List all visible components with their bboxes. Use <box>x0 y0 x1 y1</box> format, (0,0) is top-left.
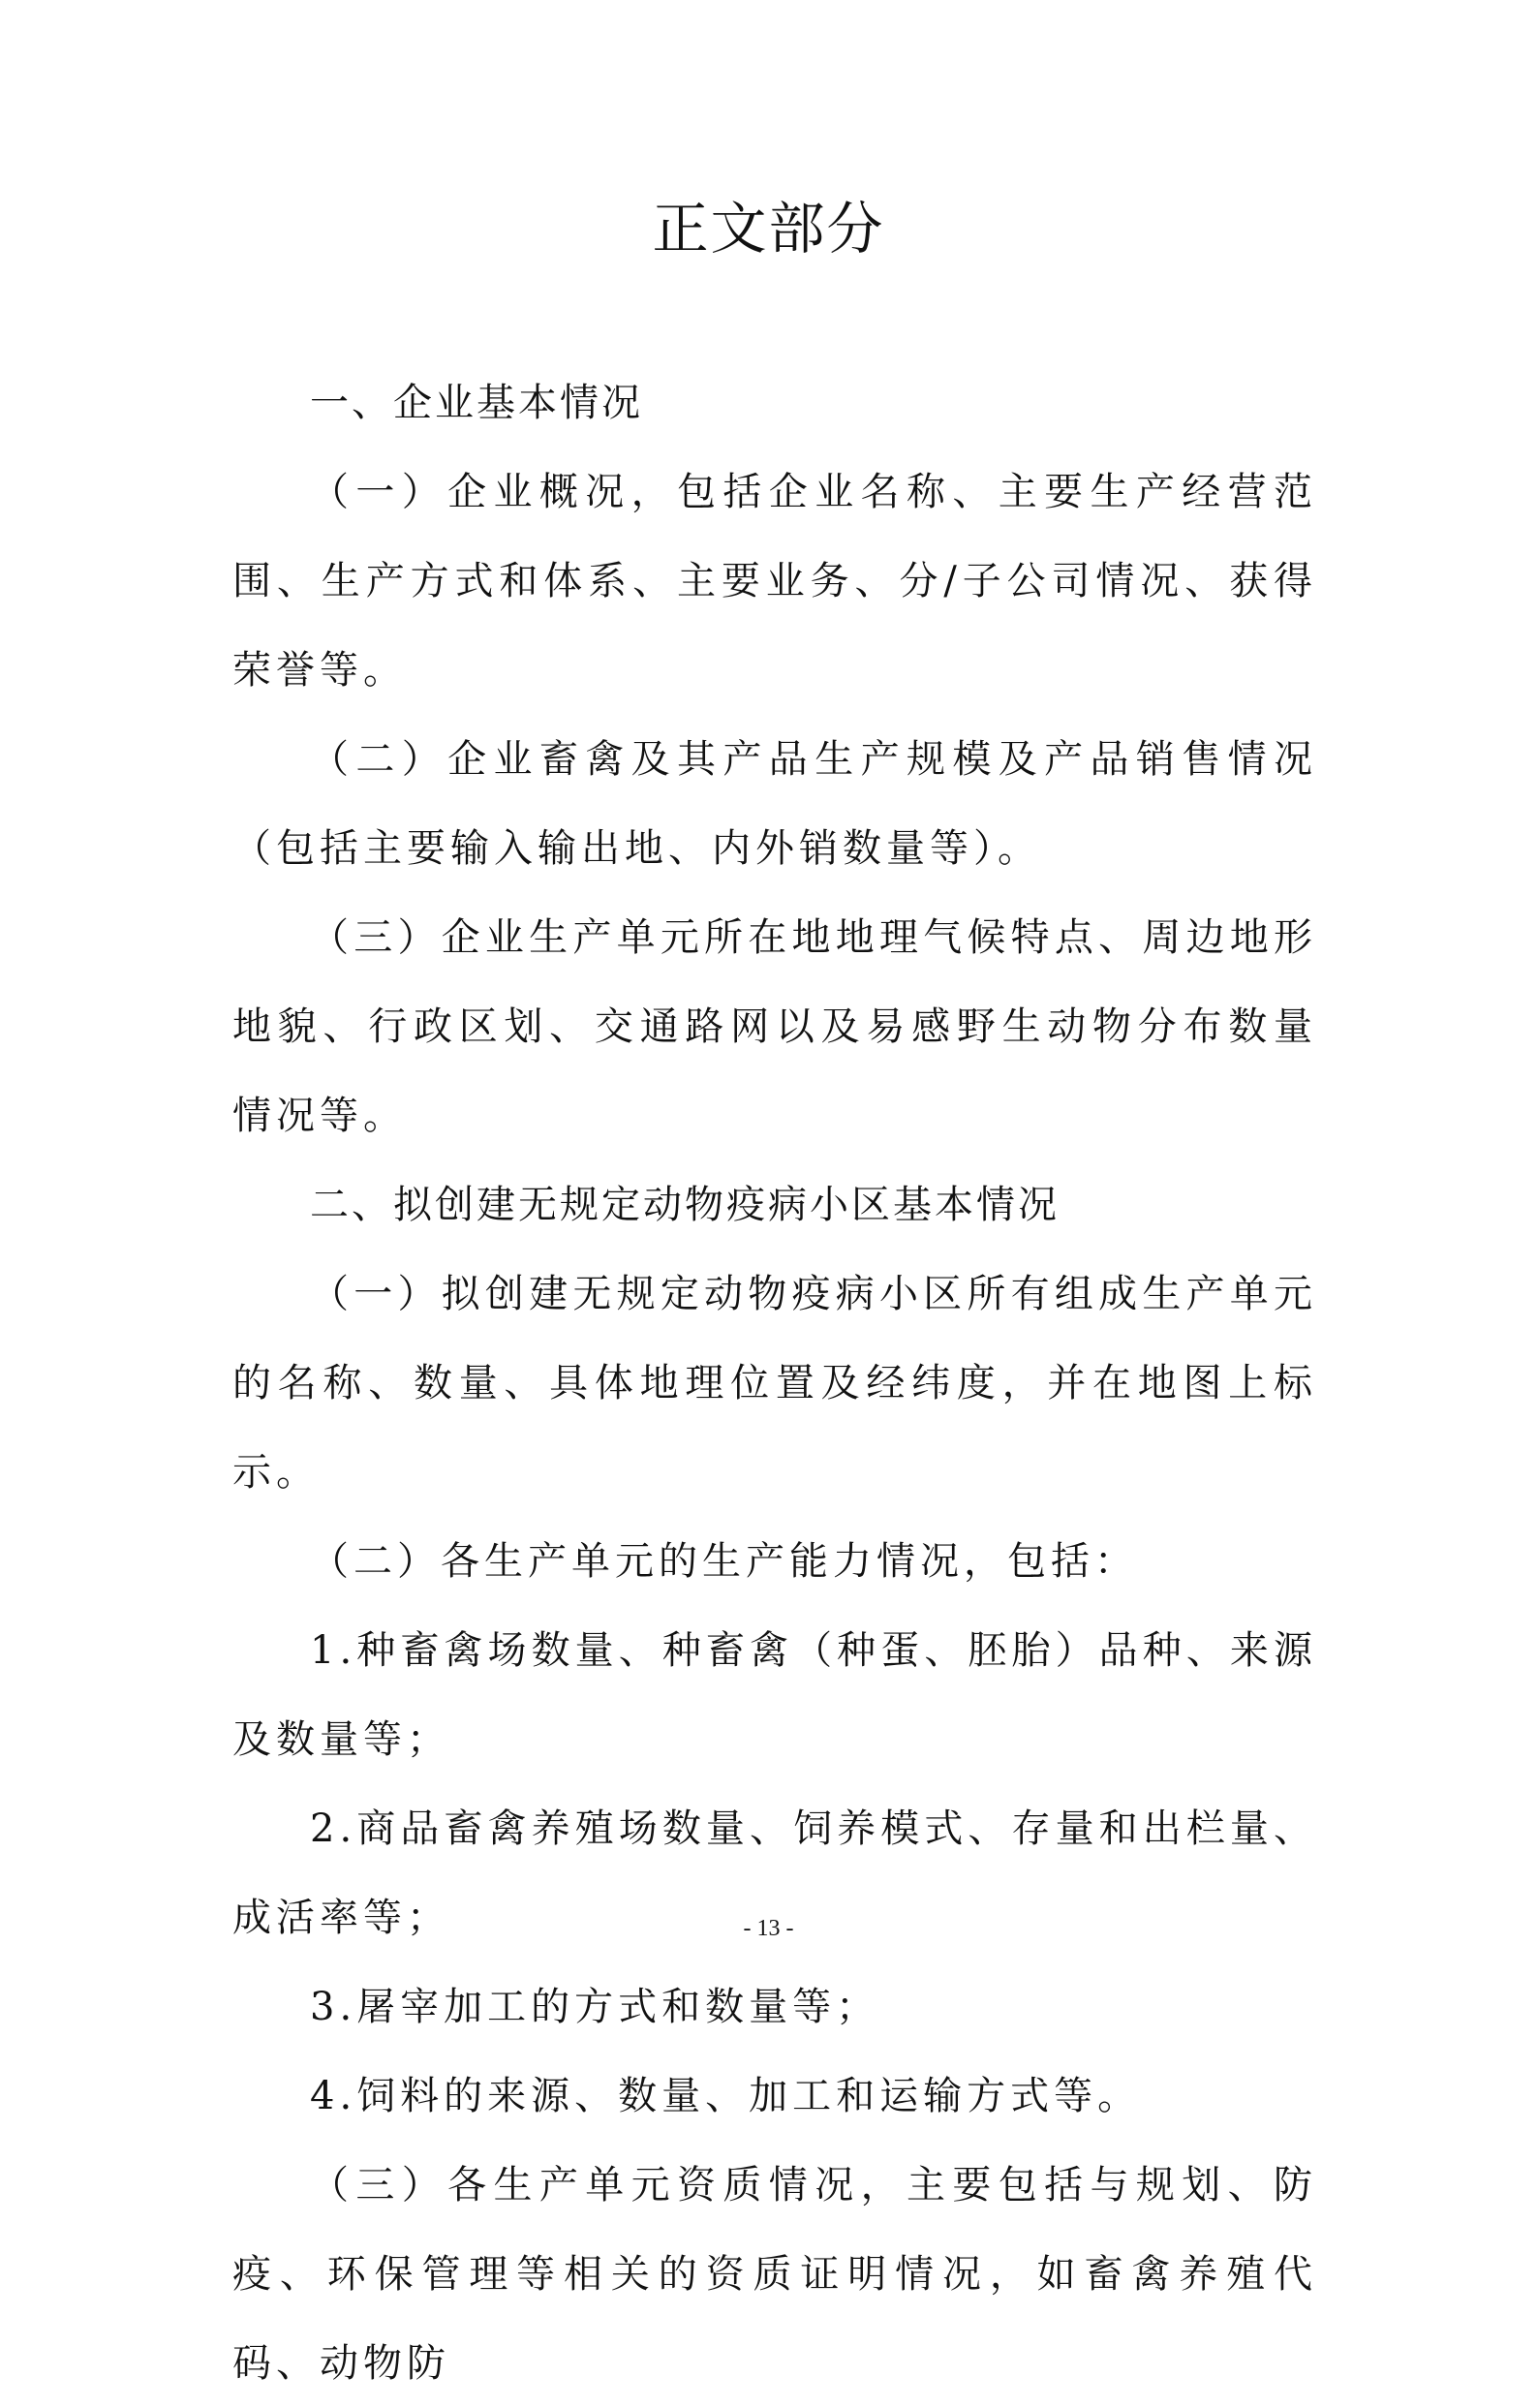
list-item: 2.商品畜禽养殖场数量、饲养模式、存量和出栏量、成活率等； <box>232 1806 1317 1940</box>
paragraph: （三）各生产单元资质情况，主要包括与规划、防疫、环保管理等相关的资质证明情况，如畜禽养殖代码、动物防 <box>232 2163 1317 2386</box>
list-item: 3.屠宰加工的方式和数量等； <box>310 1985 880 2029</box>
paragraph: （二）各生产单元的生产能力情况，包括： <box>310 1539 1138 1584</box>
list-item: 4.饲料的来源、数量、加工和运输方式等。 <box>310 2074 1142 2118</box>
section-heading-2: 二、拟创建无规定动物疫病小区基本情况 <box>310 1183 1060 1227</box>
section-heading-1: 一、企业基本情况 <box>310 381 643 425</box>
body-text <box>232 358 1317 2408</box>
page-title: 正文部分 <box>652 196 885 262</box>
paragraph: （一）企业概况，包括企业名称、主要生产经营范围、生产方式和体系、主要业务、分/子公司情况、获得荣誉等。 <box>232 470 1317 693</box>
paragraph: （二）企业畜禽及其产品生产规模及产品销售情况（包括主要输入输出地、内外销数量等）。 <box>232 737 1317 871</box>
paragraph: （一）拟创建无规定动物疫病小区所有组成生产单元的名称、数量、具体地理位置及经纬度，并在地图上标示。 <box>232 1272 1317 1495</box>
page-number: - 13 - <box>743 1916 794 1941</box>
paragraph: （三）企业生产单元所在地地理气候特点、周边地形地貌、行政区划、交通路网以及易感野生动物分布数量情况等。 <box>232 915 1317 1138</box>
list-item: 1.种畜禽场数量、种畜禽（种蛋、胚胎）品种、来源及数量等； <box>232 1628 1317 1762</box>
